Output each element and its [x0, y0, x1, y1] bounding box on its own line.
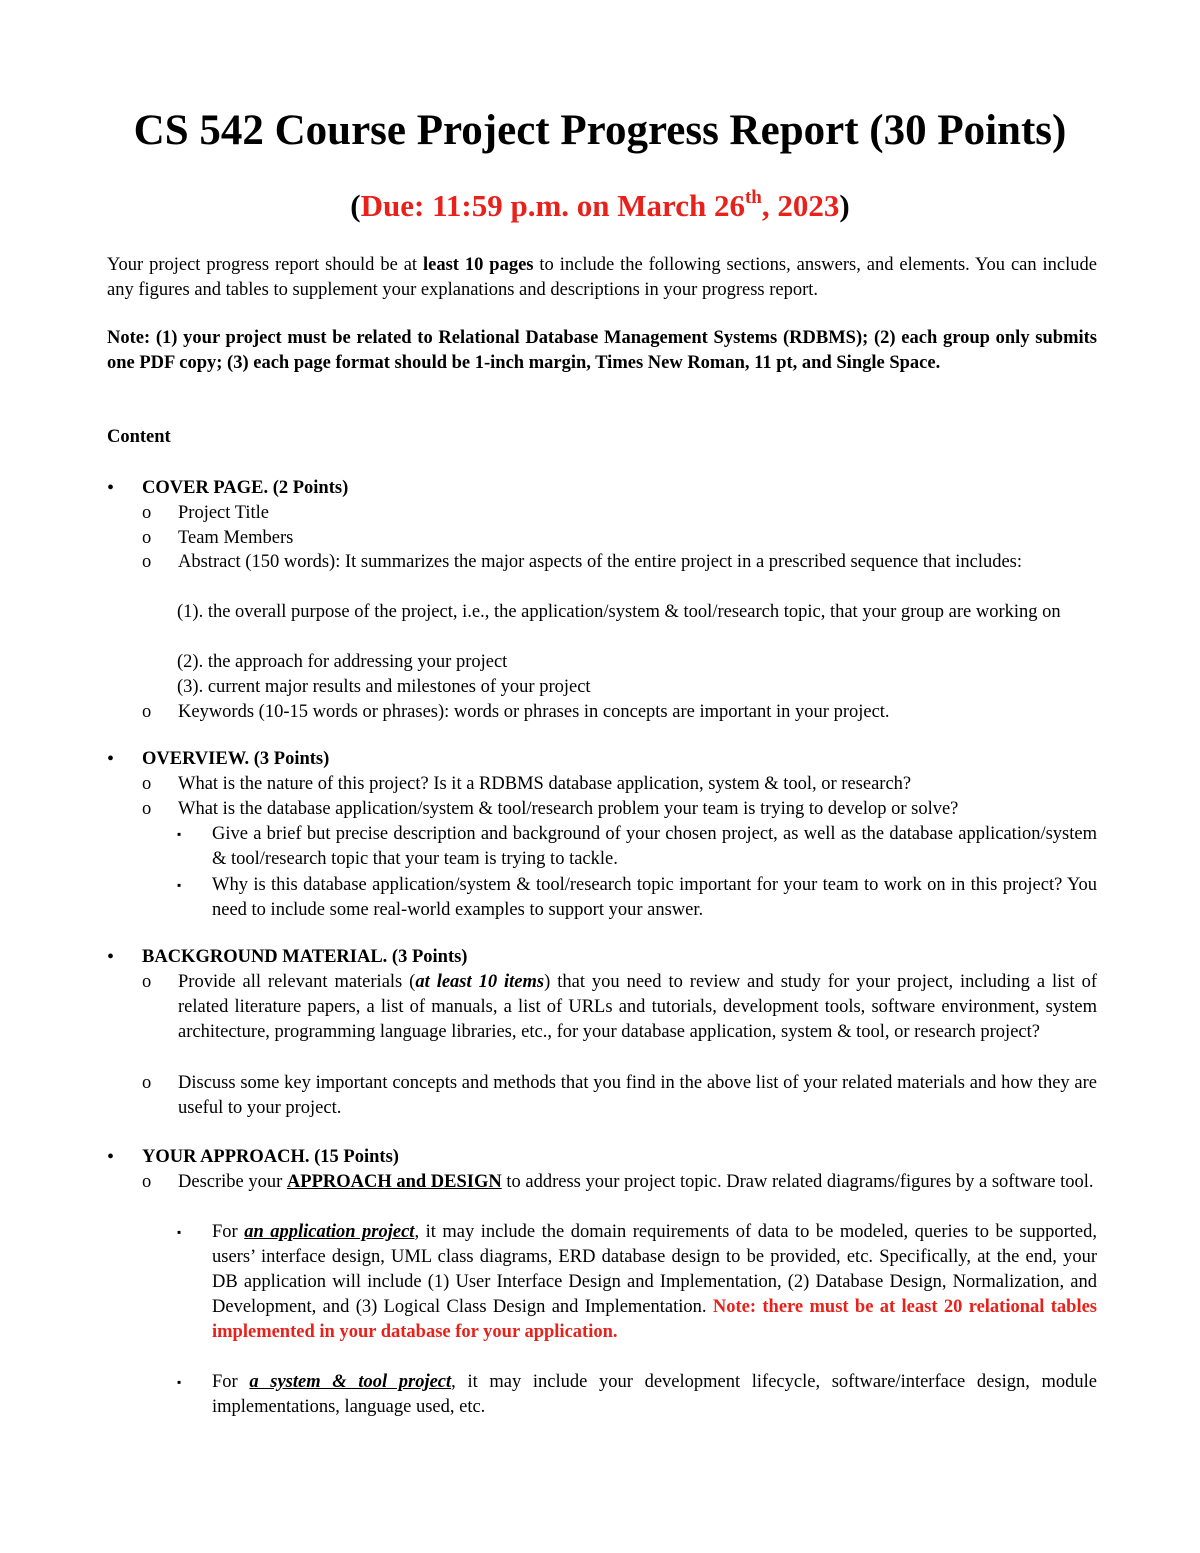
due-date-superscript: th — [744, 186, 762, 208]
square-bullet: ▪ — [177, 1225, 182, 1239]
circle-bullet: o — [142, 702, 152, 722]
red-note: Note: there must be at least 20 relational tables implemented in your database for your application. — [212, 1297, 1098, 1342]
intro-text-c: to include the following sections, answers, and elements. You can include any figures and tables to supplement your explanations and descriptions in your progress report. — [107, 255, 1097, 300]
note-paragraph: Note: (1) your project must be related to Relational Database Management Systems (RDBMS); (2) each group only submits one PDF copy; (3) each page format should be 1-inch margin, Times New Roman, 11 pt, and Single Space. — [107, 328, 1097, 373]
text-run: to address your project topic. Draw related diagrams/figures by a software tool. — [501, 1172, 1094, 1192]
due-open-paren: ( — [350, 188, 361, 223]
numbered-item-text: (1). the overall purpose of the project, i.e., the application/system & tool/research topic, that your group are working on — [177, 602, 1061, 622]
circle-bullet: o — [142, 528, 152, 548]
intro-paragraph — [107, 253, 1097, 303]
section-heading: YOUR APPROACH. (15 Points) — [142, 1147, 399, 1167]
list-item-text — [178, 970, 1097, 1045]
list-item-text: What is the database application/system & tool/research problem your team is trying to develop or solve? — [178, 799, 959, 819]
bullet: • — [107, 477, 115, 499]
text-run: ) that you need to review and study for your project, including a list of related literature papers, a list of manuals, a list of URLs and tutorials, development tools, software environment, system architecture, programming language libraries, etc., for your database application, system & tool, or research project? — [178, 972, 1097, 1042]
emphasis-text: APPROACH and DESIGN — [286, 1172, 502, 1192]
square-bullet: ▪ — [177, 878, 182, 892]
list-item-text: Project Title — [178, 503, 269, 523]
text-run: For — [212, 1222, 245, 1242]
bullet: • — [107, 946, 115, 968]
page-title: CS 542 Course Project Progress Report (30 Points) — [133, 107, 1067, 154]
text-run: Provide all relevant materials ( — [178, 972, 416, 992]
numbered-item-text: (2). the approach for addressing your project — [177, 652, 508, 672]
due-date-main: Due: 11:59 p.m. on March 26 — [360, 188, 745, 223]
bullet: • — [107, 748, 115, 770]
emphasis-text: at least 10 items — [415, 972, 545, 992]
circle-bullet: o — [142, 552, 152, 572]
circle-bullet: o — [142, 972, 152, 992]
bullet: • — [107, 1146, 115, 1168]
numbered-item-text: (3). current major results and milestones of your project — [177, 677, 591, 697]
square-bullet: ▪ — [177, 1375, 182, 1389]
sub-list-item-text — [212, 1220, 1097, 1345]
list-item-text: Team Members — [178, 528, 294, 548]
section-heading: OVERVIEW. (3 Points) — [142, 749, 330, 769]
text-run: Describe your — [178, 1172, 287, 1192]
content-heading: Content — [107, 427, 171, 447]
section-heading: BACKGROUND MATERIAL. (3 Points) — [142, 947, 468, 967]
section-heading: COVER PAGE. (2 Points) — [142, 478, 349, 498]
list-item-text: Discuss some key important concepts and methods that you find in the above list of your related materials and how they are useful to your project. — [178, 1073, 1097, 1118]
list-item-text — [178, 1170, 1097, 1195]
circle-bullet: o — [142, 799, 152, 819]
emphasis-text: a system & tool project — [249, 1372, 452, 1392]
circle-bullet: o — [142, 1172, 152, 1192]
list-item-text: What is the nature of this project? Is it a RDBMS database application, system & tool, or research? — [178, 774, 912, 794]
intro-text-a: Your project progress report should be at — [107, 255, 423, 275]
text-run: , it may include the domain requirements of data to be modeled, queries to be supported, users’ interface design, UML class diagrams, ERD database design to be provided, etc. Specifically, at the end, your DB application will include (1) User Interface Design and Implementation, (2) Database Design, Normalization, and Development, and (3) Logical Class Design and Implementation. — [212, 1222, 1098, 1317]
list-item-text: Keywords (10-15 words or phrases): words or phrases in concepts are important in your project. — [178, 702, 890, 722]
list-item-text: Abstract (150 words): It summarizes the major aspects of the entire project in a prescribed sequence that includes: — [178, 552, 1023, 572]
circle-bullet: o — [142, 774, 152, 794]
due-date — [0, 186, 1200, 226]
text-run: For — [212, 1372, 250, 1392]
due-date-text — [361, 188, 840, 223]
text-run: , it may include your development lifecycle, software/interface design, module implementations, language used, etc. — [212, 1372, 1097, 1417]
sub-list-item-text: Why is this database application/system & tool/research topic important for your team to work on in this project? You need to include some real-world examples to support your answer. — [212, 875, 1097, 920]
sub-list-item-text: Give a brief but precise description and background of your chosen project, as well as the database application/system & tool/research topic that your team is trying to tackle. — [212, 824, 1097, 869]
due-date-year: , 2023 — [761, 188, 840, 223]
due-close-paren: ) — [839, 188, 850, 223]
square-bullet: ▪ — [177, 827, 182, 841]
sub-list-item-text — [212, 1370, 1097, 1420]
emphasis-text: an application project — [244, 1222, 415, 1242]
circle-bullet: o — [142, 503, 152, 523]
circle-bullet: o — [142, 1073, 152, 1093]
intro-emphasis: least 10 pages — [422, 255, 534, 275]
